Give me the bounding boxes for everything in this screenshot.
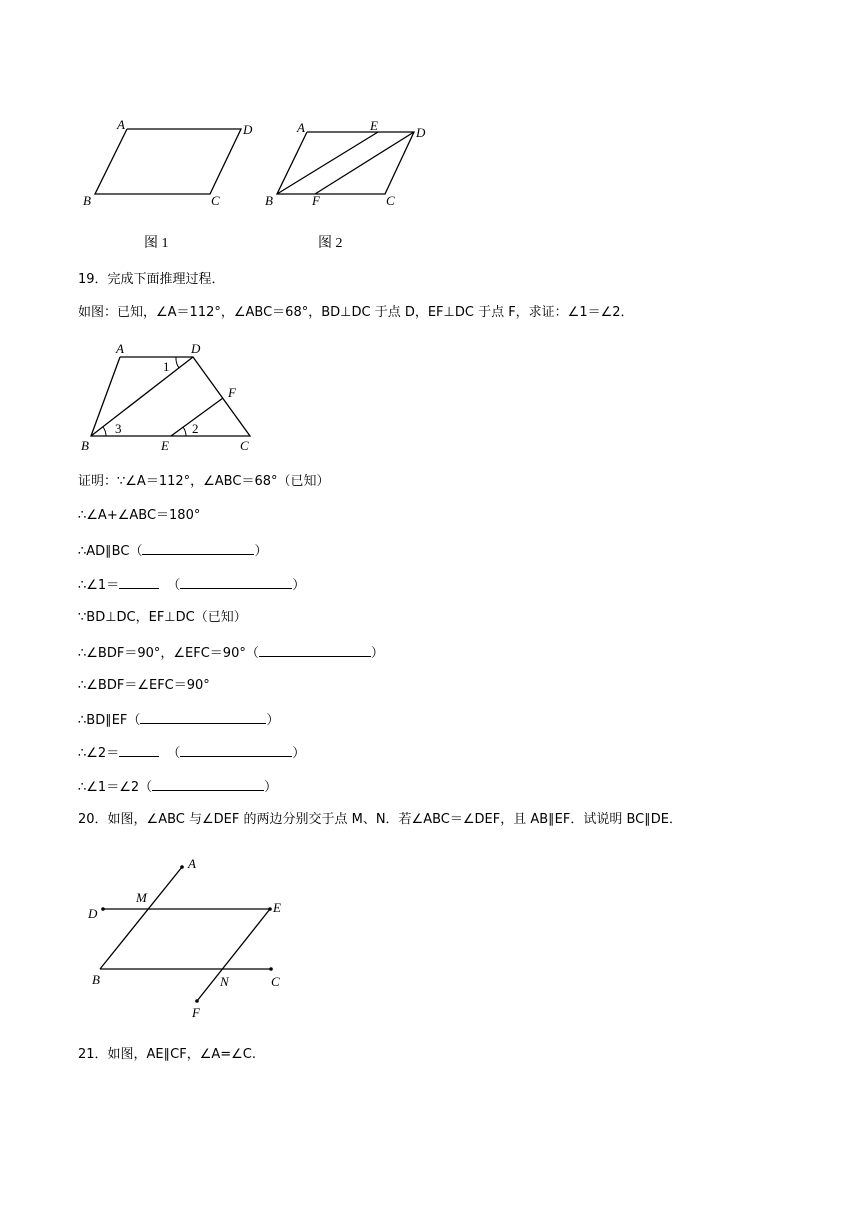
- q19-title: 19．完成下面推理过程．: [78, 272, 225, 287]
- q19-angle-1: 1: [163, 359, 170, 374]
- q19-label-a: A: [116, 341, 124, 356]
- figure-1-caption: 图 1: [144, 236, 169, 251]
- q19-label-b: B: [81, 438, 89, 453]
- q19-label-c: C: [240, 438, 249, 453]
- q19-label-e: E: [161, 438, 169, 453]
- q19-step-2: [78, 507, 200, 525]
- q19-step-3: [78, 541, 267, 561]
- q20-label-e: E: [273, 900, 281, 915]
- answer-blank[interactable]: [119, 743, 159, 757]
- q19-step-1-text: 证明：∵∠A＝112°，∠ABC＝68°（已知）: [78, 474, 330, 489]
- q19-figure: [78, 336, 268, 461]
- fig1-label-a: A: [117, 117, 125, 132]
- q20-label-f: F: [192, 1005, 200, 1020]
- q19-label-d: D: [191, 341, 201, 356]
- q19-label-f: F: [228, 385, 236, 400]
- q19-step-10-text: ∴∠1＝∠2（: [78, 780, 153, 795]
- q19-step-3-text: ∴AD∥BC（: [78, 544, 143, 559]
- q19-step-3-close: ）: [254, 544, 268, 559]
- q19-step-9: [78, 743, 305, 763]
- q19-step-9-text: ∴∠2＝: [78, 746, 120, 761]
- q19-step-10: [78, 777, 277, 797]
- fig2-label-d: D: [416, 125, 426, 140]
- figure-2-caption: 图 2: [318, 236, 343, 251]
- fig2-label-b: B: [265, 193, 273, 208]
- q20-label-n: N: [220, 974, 229, 989]
- q20-label-a: A: [188, 856, 196, 871]
- fig1-label-c: C: [211, 193, 220, 208]
- answer-blank[interactable]: [140, 710, 266, 724]
- q19-step-5-text: ∵BD⊥DC，EF⊥DC（已知）: [78, 610, 247, 625]
- answer-blank[interactable]: [259, 643, 371, 657]
- q19-step-1: [78, 473, 330, 491]
- q21-text: 21．如图，AE∥CF，∠A=∠C.: [78, 1047, 257, 1062]
- q19-step-6-close: ）: [370, 646, 384, 661]
- answer-blank[interactable]: [142, 541, 254, 555]
- figure-2: [262, 115, 442, 215]
- fig1-label-d: D: [243, 122, 253, 137]
- answer-blank[interactable]: [180, 575, 292, 589]
- q19-step-6: [78, 643, 384, 663]
- q20-label-b: B: [92, 972, 100, 987]
- q19-step-4-close: ）: [292, 578, 306, 593]
- q19-step-8-text: ∴BD∥EF（: [78, 713, 141, 728]
- q20-label-m: M: [136, 890, 147, 905]
- q19-step-7: [78, 677, 210, 695]
- fig2-label-e: E: [370, 118, 378, 133]
- figure-1: [78, 115, 268, 215]
- q20-text: 20．如图，∠ABC 与∠DEF 的两边分别交于点 M、N．若∠ABC＝∠DEF，且 AB∥EF．试说明 BC∥DE．: [78, 812, 682, 827]
- q20-label-d: D: [88, 906, 98, 921]
- answer-blank[interactable]: [119, 575, 159, 589]
- q19-step-2-text: ∴∠A+∠ABC＝180°: [78, 508, 201, 523]
- q20-label-c: C: [271, 974, 280, 989]
- q19-step-7-text: ∴∠BDF＝∠EFC＝90°: [78, 678, 210, 693]
- q19-angle-2: 2: [192, 421, 199, 436]
- q19-step-8: [78, 710, 279, 730]
- q19-step-8-close: ）: [266, 713, 280, 728]
- fig2-label-f: F: [312, 193, 320, 208]
- q19-angle-3: 3: [115, 421, 122, 436]
- q19-step-4-text: ∴∠1＝: [78, 578, 120, 593]
- answer-blank[interactable]: [152, 777, 264, 791]
- fig1-label-b: B: [83, 193, 91, 208]
- fig2-label-a: A: [297, 120, 305, 135]
- q19-step-10-close: ）: [264, 780, 278, 795]
- q19-step-9-open: （: [167, 746, 181, 761]
- q20-figure: [78, 850, 298, 1025]
- q19-step-5: [78, 609, 247, 627]
- q19-step-4-open: （: [167, 578, 181, 593]
- q19-step-4: [78, 575, 305, 595]
- q19-step-6-text: ∴∠BDF＝90°，∠EFC＝90°（: [78, 646, 259, 661]
- fig2-label-c: C: [386, 193, 395, 208]
- answer-blank[interactable]: [180, 743, 292, 757]
- q19-given: 如图：已知，∠A＝112°，∠ABC＝68°，BD⊥DC 于点 D，EF⊥DC 于点 F，求证：∠1＝∠2．: [78, 305, 634, 320]
- q19-step-9-close: ）: [292, 746, 306, 761]
